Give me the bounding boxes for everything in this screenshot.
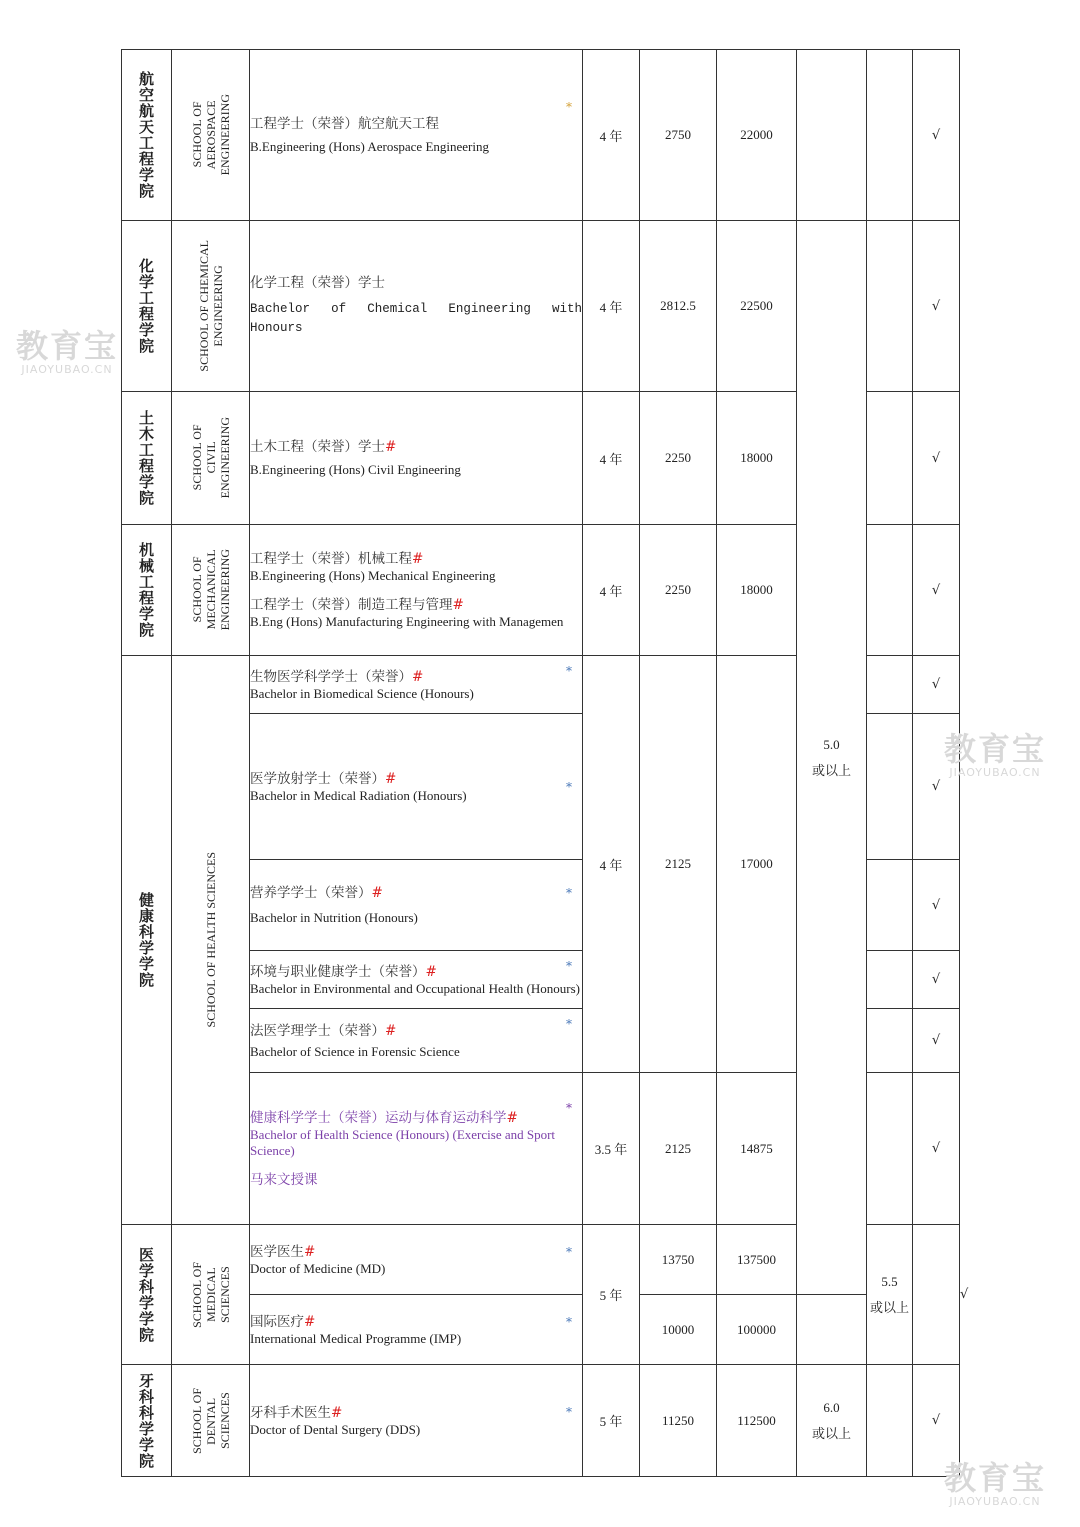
check-mark: √ — [913, 50, 960, 221]
program-name-cn: 工程学士（荣誉）制造工程与管理# — [250, 597, 464, 613]
fee-per-year: 2812.5 — [640, 221, 717, 392]
program-name-cn: 生物医学科学学士（荣誉）# — [250, 668, 424, 685]
school-name-cn: 牙科科学学院 — [137, 1372, 155, 1469]
check-mark: √ — [913, 1073, 960, 1225]
watermark-logo: 教育宝 JIAOYUBAO.CN — [16, 327, 119, 376]
program-cell — [250, 656, 583, 714]
check-mark: √ — [913, 1365, 960, 1477]
program-cell — [250, 714, 583, 860]
fee-total: 18000 — [717, 392, 797, 525]
requirement-suffix: 或以上 — [869, 1299, 909, 1315]
check-mark: √ — [913, 656, 960, 714]
blank-cell — [867, 1009, 913, 1073]
table-row: 医学科学学院 SCHOOL OF MEDICAL SCIENCES 医学医生# Doctor of Medicine (MD) * 5 年 13750 137500 5.5 或以上 √ — [122, 1225, 960, 1295]
program-name-en: Bachelor of Science in Forensic Science — [250, 1043, 460, 1059]
school-name-en: SCHOOL OF AEROSPACE ENGINEERING — [189, 94, 232, 176]
watermark-logo: 教育宝 JIAOYUBAO.CN — [944, 730, 1047, 779]
program-cell — [250, 951, 583, 1009]
star-marker: * — [566, 959, 572, 973]
fee-total: 17000 — [717, 656, 797, 1073]
school-name-en: SCHOOL OF HEALTH SCIENCES — [203, 852, 218, 1028]
duration: 5 年 — [583, 1225, 640, 1365]
requirement-dental — [797, 1365, 867, 1477]
fee-total: 137500 — [717, 1225, 797, 1295]
school-en-cell — [172, 50, 250, 221]
program-name-en: B.Engineering (Hons) Aerospace Engineering — [250, 139, 489, 154]
program-name-en: B.Engineering (Hons) Mechanical Engineering — [250, 568, 496, 583]
program-name-en: Doctor of Dental Surgery (DDS) — [250, 1421, 421, 1437]
duration: 3.5 年 — [583, 1073, 640, 1225]
program-name-cn: 土木工程（荣誉）学士# — [250, 439, 397, 455]
check-mark: √ — [913, 951, 960, 1009]
star-marker: * — [566, 100, 572, 114]
program-name-en: Bachelor in Medical Radiation (Honours) — [250, 787, 467, 803]
program-name-en: B.Eng (Hons) Manufacturing Engineering with Managemen — [250, 614, 564, 629]
star-marker: * — [566, 1245, 572, 1259]
requirement-score: 6.0 — [823, 1399, 840, 1415]
program-cell — [250, 1225, 583, 1295]
program-name-en: B.Engineering (Hons) Civil Engineering — [250, 462, 461, 477]
watermark-logo: 教育宝 JIAOYUBAO.CN — [944, 1459, 1047, 1508]
fee-per-year: 13750 — [640, 1225, 717, 1295]
school-name-en: SCHOOL OF MEDICAL SCIENCES — [189, 1261, 232, 1328]
blank-cell — [867, 1365, 913, 1477]
duration: 4 年 — [583, 221, 640, 392]
school-name-cn: 土木工程学院 — [137, 410, 155, 506]
program-name-en: Bachelor in Biomedical Science (Honours) — [250, 685, 474, 701]
requirement-suffix: 或以上 — [811, 762, 851, 778]
fee-total: 100000 — [717, 1295, 797, 1365]
fee-per-year: 10000 — [640, 1295, 717, 1365]
program-cell — [250, 525, 583, 656]
program-name-cn: 工程学士（荣誉）航空航天工程 — [250, 116, 439, 132]
fee-total: 18000 — [717, 525, 797, 656]
requirement-medical — [867, 1225, 913, 1365]
requirement-score: 5.0 — [823, 736, 840, 752]
star-marker: * — [566, 664, 572, 678]
blank-cell — [913, 1225, 960, 1365]
duration: 4 年 — [583, 656, 640, 1073]
program-name-cn: 法医学理学士（荣誉）# — [250, 1022, 397, 1039]
table-row — [122, 50, 960, 221]
program-cell — [250, 860, 583, 951]
blank-cell — [867, 714, 913, 860]
duration: 4 年 — [583, 392, 640, 525]
fee-per-year: 2750 — [640, 50, 717, 221]
fee-total: 22500 — [717, 221, 797, 392]
program-note: 马来文授课 — [250, 1171, 318, 1188]
school-cn-cell — [122, 50, 172, 221]
star-marker: * — [566, 1405, 572, 1419]
school-name-en: SCHOOL OF CHEMICAL ENGINEERING — [196, 240, 225, 372]
program-cell — [250, 1009, 583, 1073]
program-name-cn: 医学医生# — [250, 1243, 316, 1260]
blank-cell — [867, 951, 913, 1009]
program-name-en: Bachelor in Nutrition (Honours) — [250, 910, 418, 925]
table-row — [122, 221, 960, 392]
duration: 4 年 — [583, 50, 640, 221]
fee-total: 22000 — [717, 50, 797, 221]
program-name-en: Bachelor in Environmental and Occupational Health (Honours) — [250, 980, 580, 996]
requirement-score: 5.5 — [881, 1273, 898, 1289]
blank-cell — [867, 50, 913, 221]
blank-cell — [867, 656, 913, 714]
blank-cell — [867, 860, 913, 951]
school-name-cn: 化学工程学院 — [137, 258, 155, 354]
requirement-cell — [797, 50, 867, 221]
requirement-general — [797, 221, 867, 1295]
fee-total: 14875 — [717, 1073, 797, 1225]
program-name-cn: 医学放射学士（荣誉）# — [250, 770, 397, 787]
school-name-cn: 健康科学学院 — [137, 892, 155, 988]
fee-per-year: 2250 — [640, 392, 717, 525]
programs-table — [121, 49, 969, 1477]
fee-per-year: 11250 — [640, 1365, 717, 1477]
school-name-cn: 机械工程学院 — [137, 542, 155, 638]
program-cell — [250, 50, 583, 221]
check-mark: √ — [913, 714, 960, 860]
program-name-cn: 工程学士（荣誉）机械工程# — [250, 551, 424, 567]
program-name-en: International Medical Programme (IMP) — [250, 1330, 462, 1346]
check-mark: √ — [913, 221, 960, 392]
table-row — [122, 1365, 960, 1477]
blank-cell — [867, 1073, 913, 1225]
program-name-cn: 营养学学士（荣誉）# — [250, 885, 383, 901]
program-cell — [250, 1295, 583, 1365]
fee-total: 112500 — [717, 1365, 797, 1477]
program-name-cn: 化学工程（荣誉）学士 — [250, 275, 385, 291]
star-marker: * — [566, 1101, 572, 1115]
duration: 4 年 — [583, 525, 640, 656]
school-name-en: SCHOOL OF DENTAL SCIENCES — [189, 1387, 232, 1454]
blank-cell — [867, 221, 913, 392]
blank-cell — [867, 392, 913, 525]
star-marker: * — [566, 1315, 572, 1329]
requirement-suffix: 或以上 — [811, 1425, 851, 1441]
program-name-en: Bachelor of Chemical Engineering with Honours — [250, 302, 582, 335]
star-marker: * — [566, 1017, 572, 1031]
star-marker: * — [566, 780, 572, 794]
check-mark: √ — [913, 525, 960, 656]
school-name-cn: 航空航天工程学院 — [137, 71, 155, 199]
blank-cell — [867, 525, 913, 656]
program-cell — [250, 1365, 583, 1477]
fee-per-year: 2250 — [640, 525, 717, 656]
school-name-cn: 医学科学学院 — [137, 1246, 155, 1343]
program-name-cn: 牙科手术医生# — [250, 1404, 343, 1421]
program-name-en: Bachelor of Health Science (Honours) (Exercise and Sport Science) — [250, 1126, 556, 1158]
program-cell — [250, 392, 583, 525]
program-name-cn: 国际医疗# — [250, 1313, 316, 1330]
school-name-en: SCHOOL OF CIVIL ENGINEERING — [189, 417, 232, 499]
program-cell — [250, 221, 583, 392]
star-marker: * — [566, 886, 572, 900]
program-name-cn: 健康科学学士（荣誉）运动与体育运动科学# — [250, 1109, 518, 1126]
program-name-cn: 环境与职业健康学士（荣誉）# — [250, 963, 437, 980]
check-mark: √ — [913, 392, 960, 525]
fee-per-year: 2125 — [640, 1073, 717, 1225]
program-name-en: Doctor of Medicine (MD) — [250, 1260, 386, 1276]
check-mark: √ — [913, 1009, 960, 1073]
duration: 5 年 — [583, 1365, 640, 1477]
check-mark: √ — [913, 860, 960, 951]
school-name-en: SCHOOL OF MECHANICAL ENGINEERING — [189, 549, 232, 631]
program-cell — [250, 1073, 583, 1225]
fee-per-year: 2125 — [640, 656, 717, 1073]
